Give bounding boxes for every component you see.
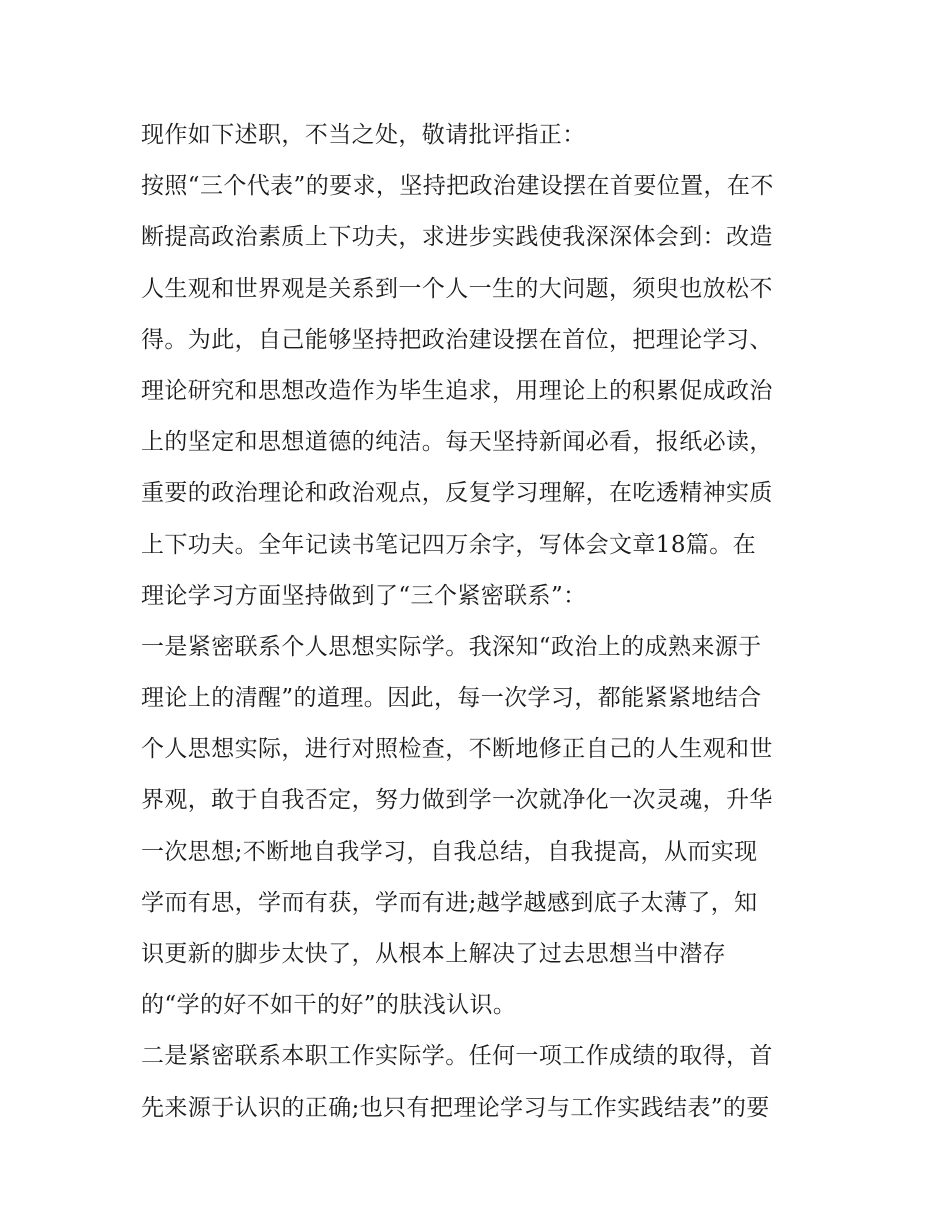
text-line: 一次思想;不断地自我学习，自我总结，自我提高，从而实现 [141, 838, 758, 865]
text-line: 理论学习方面坚持做到了“三个紧密联系”： [141, 582, 587, 609]
text-line: 上的坚定和思想道德的纯洁。每天坚持新闻必看，报纸必读， [141, 429, 773, 456]
text-line: 断提高政治素质上下功夫，求进步实践使我深深体会到：改造 [141, 224, 773, 251]
body-text [141, 110, 821, 1134]
text-line: 识更新的脚步太快了，从根本上解决了过去思想当中潜存 [141, 941, 726, 967]
text-line: 一是紧密联系个人思想实际学。我深知“政治上的成熟来源于 [141, 633, 762, 660]
text-line: 的“学的好不如干的好”的肤浅认识。 [141, 992, 517, 1019]
text-line: 现作如下述职，不当之处，敬请批评指正： [141, 122, 586, 148]
text-line: 得。为此，自己能够坚持把政治建设摆在首位，把理论学习、 [141, 326, 773, 353]
text-line: 个人思想实际，进行对照检查，不断地修正自己的人生观和世 [141, 736, 773, 763]
text-line: 理论研究和思想改造作为毕生追求，用理论上的积累促成政治 [141, 377, 773, 404]
text-line: 学而有思，学而有获，学而有进;越学越感到底子太薄了，知 [141, 889, 758, 916]
text-line: 上下功夫。全年记读书笔记四万余字，写体会文章18篇。在 [141, 531, 757, 558]
text-line: 先来源于认识的正确;也只有把理论学习与工作实践结表”的要 [141, 1094, 770, 1121]
text-line: 二是紧密联系本职工作实际学。任何一项工作成绩的取得，首 [141, 1043, 773, 1070]
text-line: 重要的政治理论和政治观点，反复学习理解，在吃透精神实质 [141, 480, 773, 507]
text-line: 界观，敢于自我否定，努力做到学一次就净化一次灵魂，升华 [141, 787, 773, 814]
text-line: 理论上的清醒”的道理。因此，每一次学习，都能紧紧地结合 [141, 685, 762, 712]
text-line: 人生观和世界观是关系到一个人一生的大问题，须臾也放松不 [141, 275, 773, 302]
text-line: 按照“三个代表”的要求，坚持把政治建设摆在首要位置，在不 [141, 173, 774, 200]
